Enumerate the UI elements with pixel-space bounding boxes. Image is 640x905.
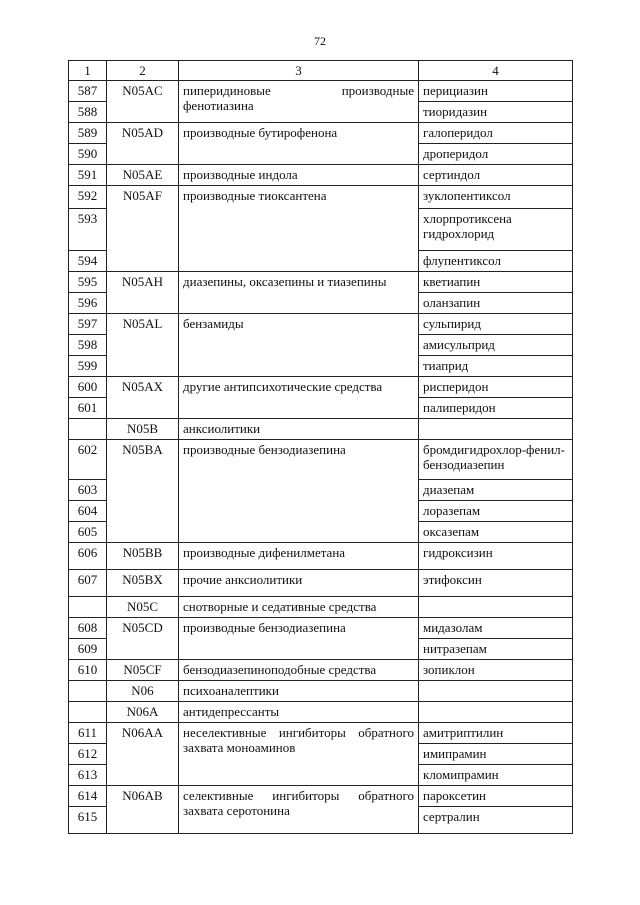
group-description: производные индола (179, 165, 419, 186)
table-row (69, 786, 573, 807)
row-number: 612 (69, 744, 107, 765)
page-number: 72 (314, 34, 326, 48)
table-row (69, 440, 573, 480)
header-cell-number: 1 (69, 61, 107, 81)
group-description: производные тиоксантена (179, 186, 419, 272)
group-description: диазепины, оксазепины и тиазепины (179, 272, 419, 314)
row-number: 611 (69, 723, 107, 744)
row-number: 613 (69, 765, 107, 786)
drug-name: хлорпротиксена гидрохлорид (419, 209, 573, 251)
group-description: бензамиды (179, 314, 419, 377)
row-number (69, 702, 107, 723)
drug-name: тиоридазин (419, 102, 573, 123)
drug-name: тиаприд (419, 356, 573, 377)
group-description: производные бензодиазепина (179, 618, 419, 660)
drug-name: оксазепам (419, 522, 573, 543)
row-number: 615 (69, 807, 107, 834)
drug-name: перициазин (419, 81, 573, 102)
row-number (69, 419, 107, 440)
atc-code: N05BB (107, 543, 179, 570)
group-description: анксиолитики (179, 419, 419, 440)
atc-code: N06 (107, 681, 179, 702)
table-row (69, 570, 573, 597)
table-row (69, 543, 573, 570)
group-description: производные бутирофенона (179, 123, 419, 165)
drug-name: палиперидон (419, 398, 573, 419)
table-row (69, 377, 573, 398)
row-number (69, 681, 107, 702)
group-description: селективные ингибиторы обратного захвата серотонина (179, 786, 419, 834)
drug-name: бромдигидрохлор-фенил-бензодиазепин (419, 440, 573, 480)
atc-code: N05B (107, 419, 179, 440)
table-row (69, 272, 573, 293)
table-row (69, 723, 573, 744)
table-row (69, 681, 573, 702)
atc-code: N05AF (107, 186, 179, 272)
row-number: 591 (69, 165, 107, 186)
atc-code: N05AD (107, 123, 179, 165)
row-number: 590 (69, 144, 107, 165)
atc-code: N06A (107, 702, 179, 723)
row-number: 597 (69, 314, 107, 335)
group-description: пиперидиновые производные фенотиазина (179, 81, 419, 123)
row-number: 601 (69, 398, 107, 419)
drug-name: имипрамин (419, 744, 573, 765)
row-number: 608 (69, 618, 107, 639)
drug-name: дроперидол (419, 144, 573, 165)
group-description: снотворные и седативные средства (179, 597, 419, 618)
row-number: 609 (69, 639, 107, 660)
drug-name: сертралин (419, 807, 573, 834)
atc-code: N05AC (107, 81, 179, 123)
group-description: производные бензодиазепина (179, 440, 419, 543)
drug-name: диазепам (419, 480, 573, 501)
drug-name: кветиапин (419, 272, 573, 293)
table-row (69, 597, 573, 618)
group-description: бензодиазепиноподобные средства (179, 660, 419, 681)
drug-name: рисперидон (419, 377, 573, 398)
group-description: производные дифенилметана (179, 543, 419, 570)
row-number: 606 (69, 543, 107, 570)
drug-name: кломипрамин (419, 765, 573, 786)
drug-name (419, 419, 573, 440)
group-description: психоаналептики (179, 681, 419, 702)
group-description: антидепрессанты (179, 702, 419, 723)
header-cell-drug: 4 (419, 61, 573, 81)
table-row (69, 314, 573, 335)
table-row (69, 186, 573, 209)
row-number: 600 (69, 377, 107, 398)
drug-name: пароксетин (419, 786, 573, 807)
drug-name: галоперидол (419, 123, 573, 144)
row-number: 592 (69, 186, 107, 209)
row-number: 588 (69, 102, 107, 123)
row-number: 589 (69, 123, 107, 144)
table-row (69, 123, 573, 144)
drug-name: флупентиксол (419, 251, 573, 272)
header-cell-code: 2 (107, 61, 179, 81)
atc-code: N05AE (107, 165, 179, 186)
atc-code: N05AX (107, 377, 179, 419)
table-row (69, 81, 573, 102)
table-row (69, 618, 573, 639)
table-body (69, 61, 573, 834)
row-number: 587 (69, 81, 107, 102)
atc-code: N05CD (107, 618, 179, 660)
group-description: другие антипсихотические средства (179, 377, 419, 419)
table-row (69, 660, 573, 681)
row-number: 596 (69, 293, 107, 314)
group-description: неселективные ингибиторы обратного захвата моноаминов (179, 723, 419, 786)
table-row (69, 419, 573, 440)
atc-code: N05BA (107, 440, 179, 543)
drug-name: зопиклон (419, 660, 573, 681)
drug-name (419, 702, 573, 723)
drug-classification-table (68, 60, 573, 834)
table-row (69, 165, 573, 186)
drug-name: нитразепам (419, 639, 573, 660)
row-number: 614 (69, 786, 107, 807)
row-number: 595 (69, 272, 107, 293)
row-number: 610 (69, 660, 107, 681)
row-number: 607 (69, 570, 107, 597)
drug-name: амисульприд (419, 335, 573, 356)
drug-name (419, 597, 573, 618)
atc-code: N05AL (107, 314, 179, 377)
atc-code: N05AH (107, 272, 179, 314)
row-number: 605 (69, 522, 107, 543)
table-header-row (69, 61, 573, 81)
atc-code: N06AB (107, 786, 179, 834)
header-cell-description: 3 (179, 61, 419, 81)
drug-name: сульпирид (419, 314, 573, 335)
row-number: 603 (69, 480, 107, 501)
drug-name: этифоксин (419, 570, 573, 597)
row-number: 602 (69, 440, 107, 480)
atc-code: N05CF (107, 660, 179, 681)
drug-name (419, 681, 573, 702)
group-description: прочие анксиолитики (179, 570, 419, 597)
row-number: 604 (69, 501, 107, 522)
drug-name: оланзапин (419, 293, 573, 314)
drug-name: сертиндол (419, 165, 573, 186)
atc-code: N06AA (107, 723, 179, 786)
atc-code: N05C (107, 597, 179, 618)
row-number: 599 (69, 356, 107, 377)
table-row (69, 702, 573, 723)
row-number: 594 (69, 251, 107, 272)
row-number: 593 (69, 209, 107, 251)
row-number: 598 (69, 335, 107, 356)
row-number (69, 597, 107, 618)
drug-name: зуклопентиксол (419, 186, 573, 209)
drug-name: мидазолам (419, 618, 573, 639)
drug-name: лоразепам (419, 501, 573, 522)
drug-name: амитриптилин (419, 723, 573, 744)
drug-name: гидроксизин (419, 543, 573, 570)
atc-code: N05BX (107, 570, 179, 597)
